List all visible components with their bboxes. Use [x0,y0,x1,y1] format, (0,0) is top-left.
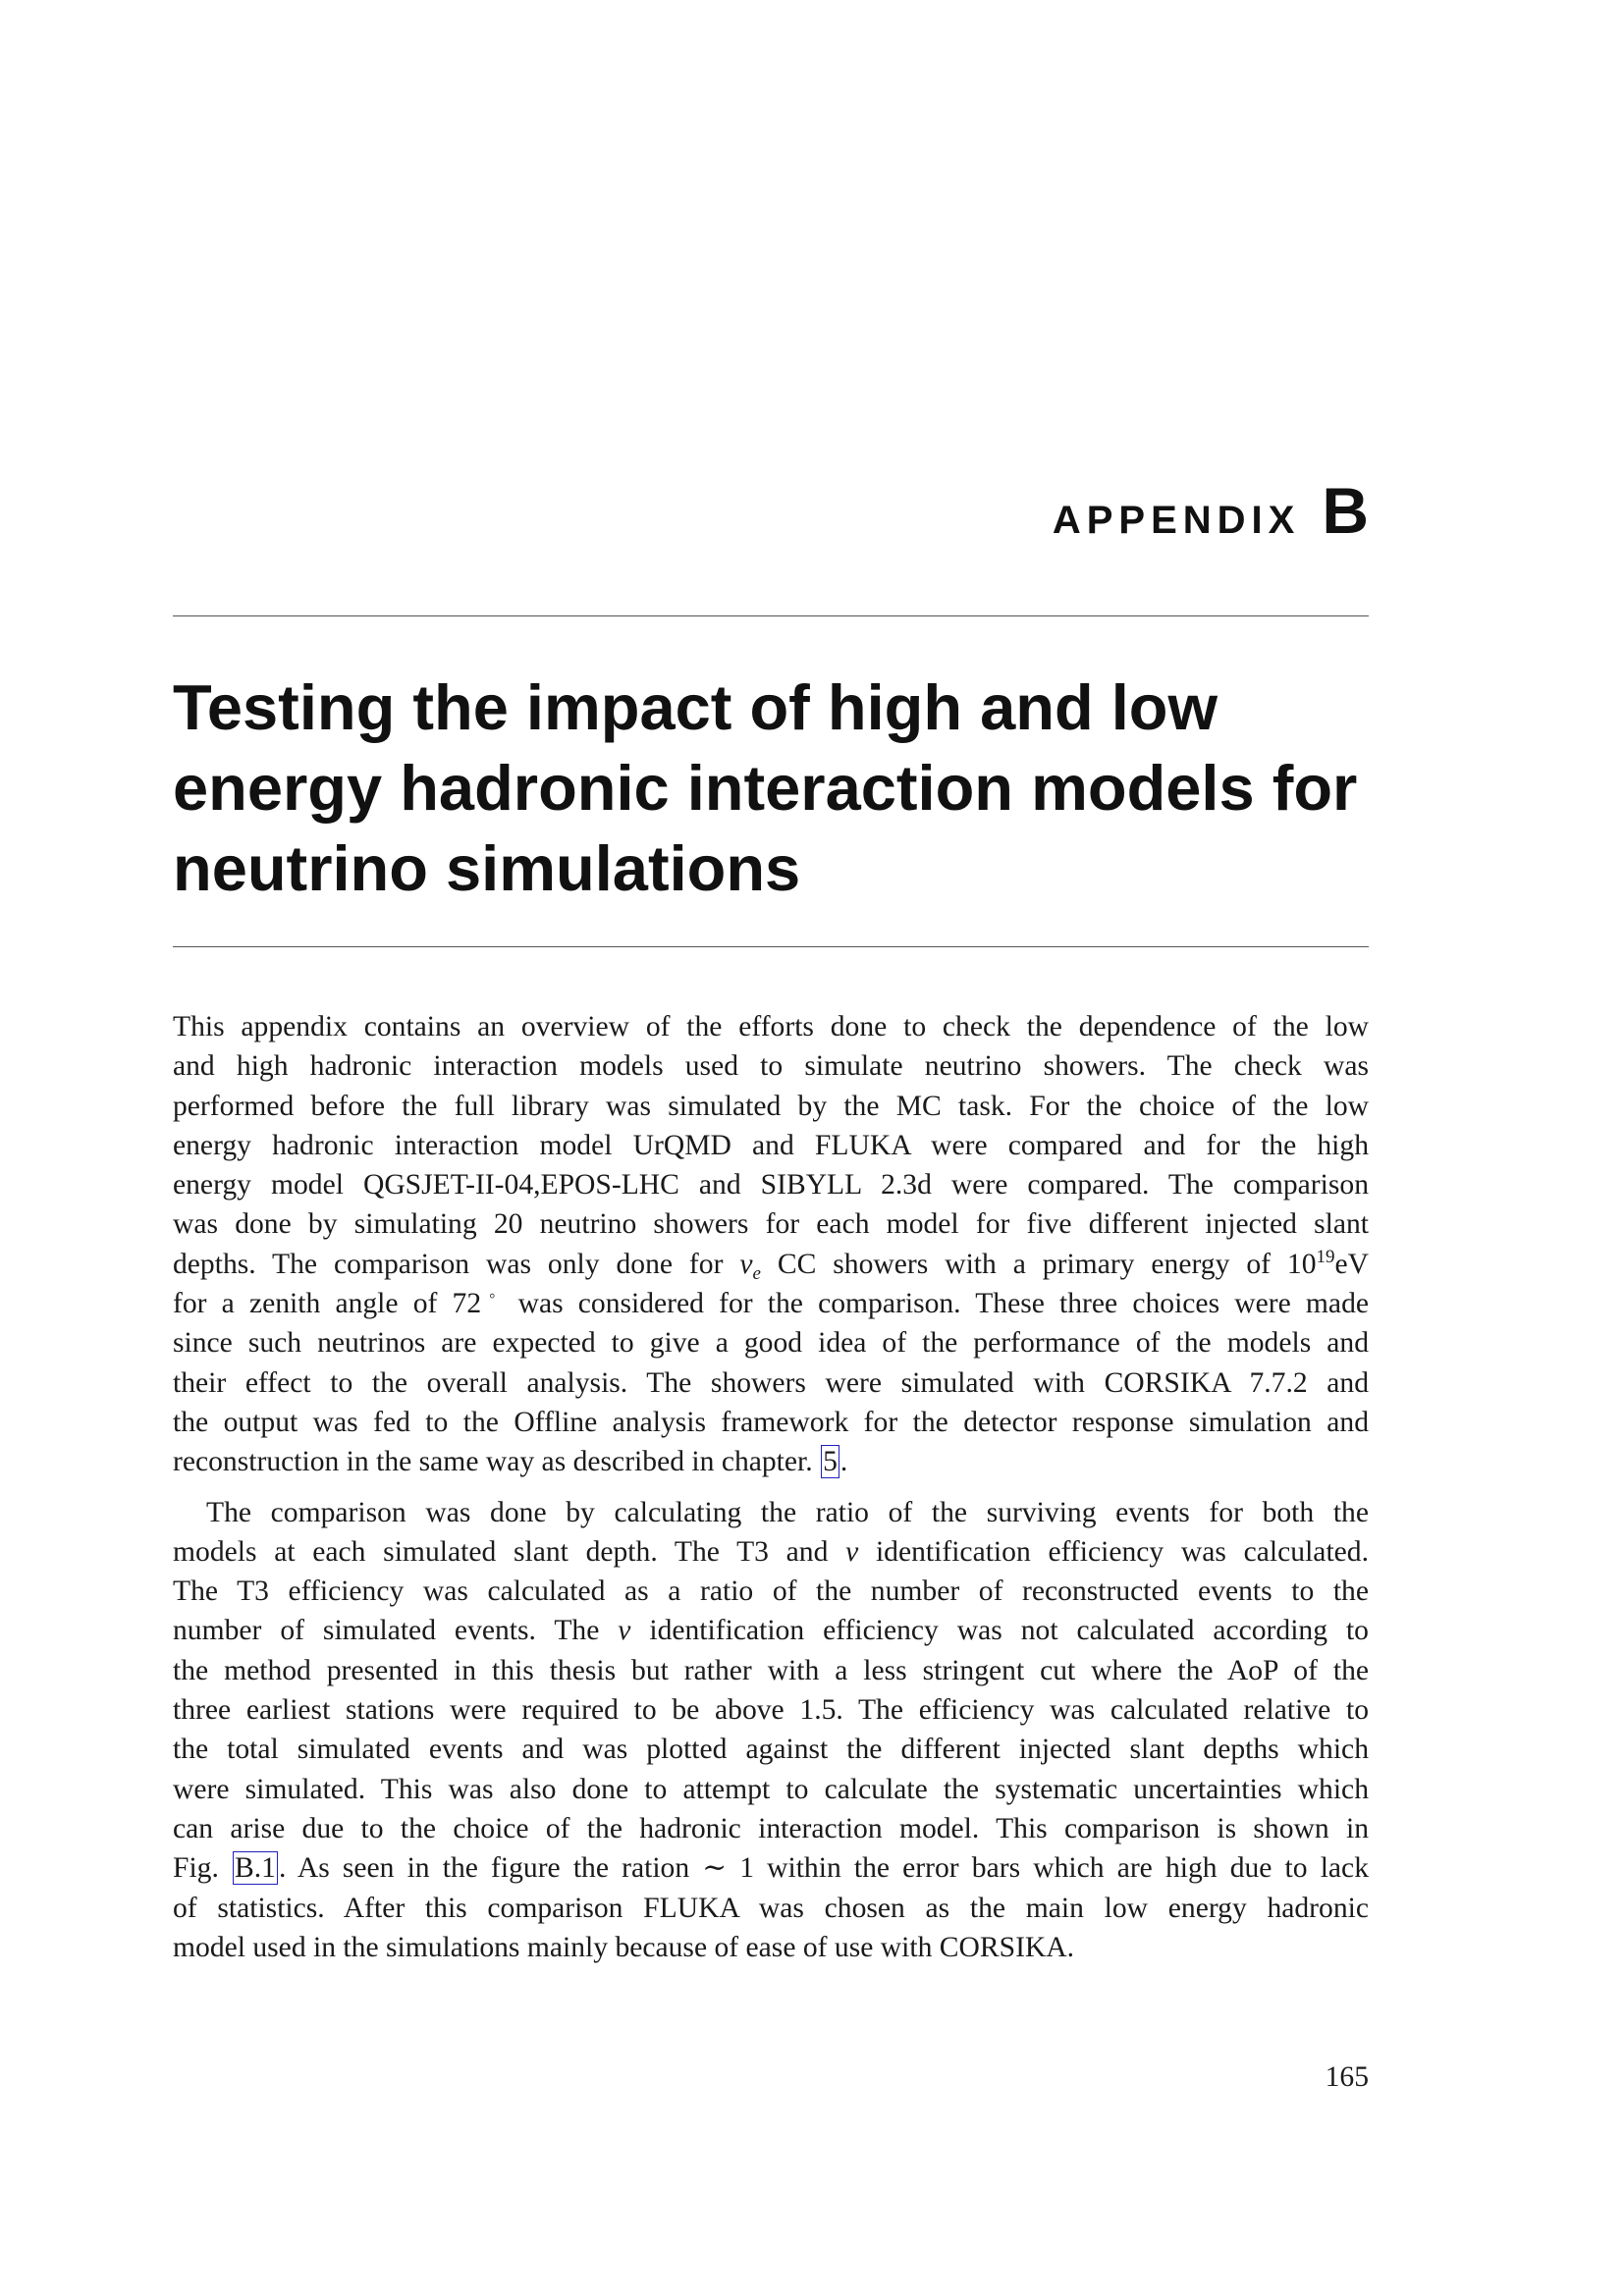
text-segment: Fig. [173,1852,233,1885]
text-line: This appendix contains an overview of the efforts done to check the dependence of the low [173,1011,1369,1042]
text-segment: . As seen in the figure the ration ∼ 1 within the error bars which are high due to lack [278,1852,1369,1885]
text-line: performed before the full library was simulated by the MC task. For the choice of the low [173,1090,1369,1122]
chapter-title-line: Testing the impact of high and low [173,671,1218,743]
paragraph-2 [173,1493,1369,1968]
degree-symbol: ◦ [481,1286,504,1308]
nu-symbol: ν [618,1615,631,1647]
text-line: was done by simulating 20 neutrino showers for each model for five different injected slant [173,1208,1369,1241]
text-segment: models at each simulated slant depth. The T3 and [173,1535,846,1568]
text-segment: CC showers with a primary energy of 10 [760,1248,1317,1280]
text-line: can arise due to the choice of the hadronic interaction model. This comparison is shown in [173,1812,1369,1844]
chapter-reference-link[interactable]: 5 [823,1446,838,1478]
text-segment: was considered for the comparison. These three choices were made [503,1288,1369,1320]
text-segment: number of simulated events. The [173,1615,619,1647]
text-segment: identification efficiency was calculated. [858,1535,1369,1568]
page-number: 165 [1325,2061,1369,2093]
body-text [173,1007,1369,1967]
text-line: The T3 efficiency was calculated as a ratio of the number of reconstructed events to the [173,1575,1369,1608]
text-line [173,1848,1369,1888]
text-line: energy hadronic interaction model UrQMD and FLUKA were compared and for the high [173,1129,1369,1161]
title-top-rule [173,615,1369,616]
text-segment: identification efficiency was not calculated according to [630,1615,1369,1647]
text-segment: eV [1334,1248,1370,1280]
text-segment: . [839,1446,848,1478]
appendix-letter: B [1322,474,1369,547]
subscript-e: e [752,1262,761,1284]
text-line [173,1611,1369,1650]
text-line: The comparison was done by calculating the ratio of the surviving events for both the [206,1496,1369,1528]
text-line: three earliest stations were required to be above 1.5. The efficiency was calculated relative to [173,1694,1369,1727]
text-line [173,1442,1369,1481]
text-line: the method presented in this thesis but rather with a less stringent cut where the AoP of the [173,1654,1369,1686]
chapter-title [173,667,1380,909]
chapter-title-line: energy hadronic interaction models for [173,752,1358,824]
text-line: of statistics. After this comparison FLUKA was chosen as the main low energy hadronic [173,1892,1369,1924]
appendix-word: APPENDIX [1052,499,1301,542]
text-line: model used in the simulations mainly because of ease of use with CORSIKA. [173,1931,1075,1963]
nu-symbol: ν [845,1535,859,1568]
text-line: and high hadronic interaction models used to simulate neutrino showers. The check was [173,1050,1369,1083]
text-line [173,1284,1369,1323]
text-line [173,1245,1369,1284]
figure-reference-link[interactable]: B.1 [235,1852,276,1885]
nu-symbol: ν [739,1248,753,1280]
chapter-title-line: neutrino simulations [173,832,801,904]
superscript-exponent: 19 [1316,1246,1335,1267]
text-line: the total simulated events and was plotted against the different injected slant depths which [173,1734,1369,1766]
text-line: the output was fed to the Offline analysis framework for the detector response simulation and [173,1406,1369,1438]
text-line: their effect to the overall analysis. The showers were simulated with CORSIKA 7.7.2 and [173,1366,1369,1399]
title-bottom-rule [173,946,1369,947]
text-segment: for a zenith angle of 72 [173,1288,482,1320]
paragraph-1 [173,1007,1369,1482]
appendix-label [1052,474,1369,547]
text-line: energy model QGSJET-II-04,EPOS-LHC and SIBYLL 2.3d were compared. The comparison [173,1169,1369,1201]
text-line: were simulated. This was also done to attempt to calculate the systematic uncertainties which [173,1773,1369,1805]
text-line [173,1532,1369,1572]
text-segment: depths. The comparison was only done for [173,1248,740,1280]
text-segment: reconstruction in the same way as described in chapter. [173,1446,813,1478]
text-line: since such neutrinos are expected to give a good idea of the performance of the models and [173,1327,1369,1360]
